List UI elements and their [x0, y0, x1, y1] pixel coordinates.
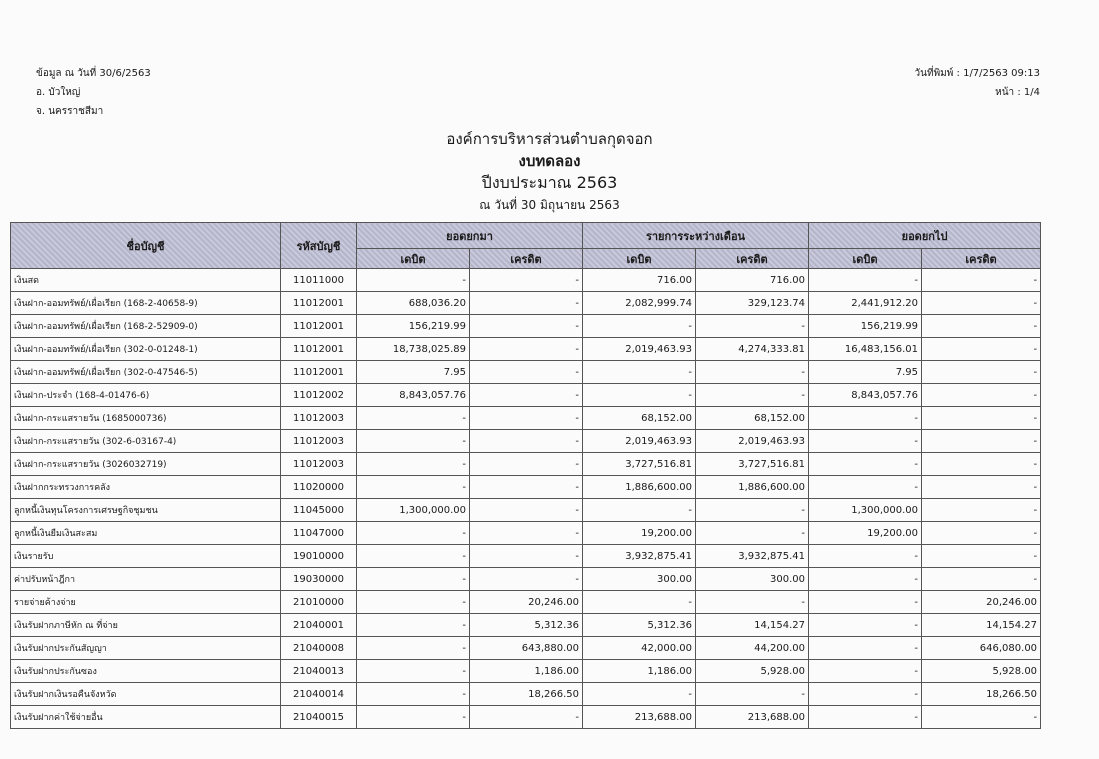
cell-bf-debit: 1,300,000.00 [357, 499, 470, 522]
cell-account-name: เงินรับฝากประกันสัญญา [11, 637, 281, 660]
cell-account-code: 21040014 [281, 683, 357, 706]
cell-cf-credit: 18,266.50 [922, 683, 1041, 706]
cell-bf-credit: - [470, 315, 583, 338]
cell-bf-credit: 643,880.00 [470, 637, 583, 660]
cell-month-debit: - [583, 591, 696, 614]
table-row [11, 660, 1041, 683]
cell-cf-debit: - [809, 545, 922, 568]
cell-bf-credit: - [470, 522, 583, 545]
district: อ. บัวใหญ่ [36, 87, 81, 98]
table-row [11, 384, 1041, 407]
table-row [11, 269, 1041, 292]
cell-month-debit: 68,152.00 [583, 407, 696, 430]
province: จ. นครราชสีมา [36, 106, 104, 117]
cell-account-name: เงินฝาก-ออมทรัพย์/เผื่อเรียก (302-0-47546-5) [11, 361, 281, 384]
cell-account-code: 21040008 [281, 637, 357, 660]
cell-month-debit: 2,082,999.74 [583, 292, 696, 315]
cell-cf-debit: 2,441,912.20 [809, 292, 922, 315]
cell-bf-debit: - [357, 591, 470, 614]
cell-account-name: เงินฝาก-กระแสรายวัน (1685000736) [11, 407, 281, 430]
cell-bf-debit: 7.95 [357, 361, 470, 384]
cell-cf-credit: - [922, 568, 1041, 591]
cell-bf-debit: - [357, 637, 470, 660]
cell-bf-credit: - [470, 407, 583, 430]
cell-cf-debit: 8,843,057.76 [809, 384, 922, 407]
cell-account-code: 11012002 [281, 384, 357, 407]
cell-cf-debit: - [809, 476, 922, 499]
cell-bf-debit: - [357, 522, 470, 545]
cell-bf-debit: 156,219.99 [357, 315, 470, 338]
cell-month-credit: 329,123.74 [696, 292, 809, 315]
cell-bf-debit: - [357, 568, 470, 591]
cell-account-code: 11012001 [281, 338, 357, 361]
cell-bf-debit: 8,843,057.76 [357, 384, 470, 407]
col-cf-debit: เดบิต [809, 249, 922, 269]
cell-account-name: เงินรับฝากภาษีหัก ณ ที่จ่าย [11, 614, 281, 637]
table-row [11, 499, 1041, 522]
cell-month-debit: 1,886,600.00 [583, 476, 696, 499]
cell-bf-credit: - [470, 706, 583, 729]
cell-cf-debit: - [809, 706, 922, 729]
cell-account-code: 11012003 [281, 453, 357, 476]
cell-bf-debit: - [357, 706, 470, 729]
cell-account-code: 11012003 [281, 407, 357, 430]
cell-cf-debit: - [809, 591, 922, 614]
cell-cf-debit: - [809, 614, 922, 637]
table-row [11, 361, 1041, 384]
cell-cf-debit: - [809, 637, 922, 660]
cell-month-debit: 300.00 [583, 568, 696, 591]
cell-account-name: เงินฝากกระทรวงการคลัง [11, 476, 281, 499]
cell-account-name: เงินฝาก-ประจำ (168-4-01476-6) [11, 384, 281, 407]
table-row [11, 637, 1041, 660]
cell-account-code: 21040001 [281, 614, 357, 637]
cell-account-name: ค่าปรับหน้าฎีกา [11, 568, 281, 591]
cell-bf-credit: - [470, 499, 583, 522]
table-row [11, 292, 1041, 315]
cell-cf-debit: - [809, 660, 922, 683]
cell-month-debit: 3,932,875.41 [583, 545, 696, 568]
cell-month-debit: 716.00 [583, 269, 696, 292]
cell-account-code: 19010000 [281, 545, 357, 568]
cell-month-debit: 2,019,463.93 [583, 338, 696, 361]
col-brought-forward: ยอดยกมา [357, 223, 583, 249]
cell-cf-credit: - [922, 384, 1041, 407]
cell-bf-credit: - [470, 338, 583, 361]
cell-cf-debit: - [809, 430, 922, 453]
cell-account-code: 11012001 [281, 315, 357, 338]
cell-month-debit: 5,312.36 [583, 614, 696, 637]
cell-account-code: 21040015 [281, 706, 357, 729]
cell-account-name: เงินรับฝากเงินรอคืนจังหวัด [11, 683, 281, 706]
cell-account-code: 11045000 [281, 499, 357, 522]
cell-cf-debit: - [809, 568, 922, 591]
cell-month-credit: - [696, 522, 809, 545]
cell-cf-credit: - [922, 269, 1041, 292]
cell-account-name: ลูกหนี้เงินทุนโครงการเศรษฐกิจชุมชน [11, 499, 281, 522]
cell-cf-debit: - [809, 683, 922, 706]
cell-cf-credit: - [922, 453, 1041, 476]
col-carried-forward: ยอดยกไป [809, 223, 1041, 249]
cell-month-credit: 3,727,516.81 [696, 453, 809, 476]
cell-cf-debit: - [809, 407, 922, 430]
fiscal-year: ปีงบประมาณ 2563 [481, 173, 618, 192]
cell-month-credit: - [696, 384, 809, 407]
table-row [11, 476, 1041, 499]
cell-cf-debit: 1,300,000.00 [809, 499, 922, 522]
cell-bf-debit: - [357, 430, 470, 453]
col-month-debit: เดบิต [583, 249, 696, 269]
cell-account-name: เงินฝาก-ออมทรัพย์/เผื่อเรียก (168-2-40658-9) [11, 292, 281, 315]
cell-bf-credit: - [470, 476, 583, 499]
cell-month-credit: - [696, 361, 809, 384]
table-row [11, 706, 1041, 729]
table-row [11, 522, 1041, 545]
cell-month-credit: 1,886,600.00 [696, 476, 809, 499]
cell-cf-credit: - [922, 476, 1041, 499]
table-row [11, 545, 1041, 568]
cell-cf-debit: 7.95 [809, 361, 922, 384]
cell-account-name: เงินฝาก-กระแสรายวัน (302-6-03167-4) [11, 430, 281, 453]
cell-account-name: เงินรับฝากประกันซอง [11, 660, 281, 683]
cell-cf-credit: - [922, 430, 1041, 453]
cell-bf-credit: - [470, 384, 583, 407]
cell-bf-credit: 5,312.36 [470, 614, 583, 637]
cell-account-name: เงินฝาก-ออมทรัพย์/เผื่อเรียก (168-2-52909-0) [11, 315, 281, 338]
title-block [0, 128, 1099, 216]
cell-month-credit: 2,019,463.93 [696, 430, 809, 453]
col-account-name: ชื่อบัญชี [11, 223, 281, 269]
cell-bf-credit: - [470, 568, 583, 591]
table-row [11, 683, 1041, 706]
cell-bf-credit: 18,266.50 [470, 683, 583, 706]
cell-cf-debit: 156,219.99 [809, 315, 922, 338]
cell-month-credit: 5,928.00 [696, 660, 809, 683]
cell-cf-credit: - [922, 361, 1041, 384]
cell-account-code: 11012001 [281, 292, 357, 315]
cell-account-name: เงินรายรับ [11, 545, 281, 568]
cell-bf-credit: - [470, 269, 583, 292]
cell-month-debit: 1,186.00 [583, 660, 696, 683]
cell-account-code: 21040013 [281, 660, 357, 683]
cell-bf-debit: 688,036.20 [357, 292, 470, 315]
cell-month-credit: 213,688.00 [696, 706, 809, 729]
cell-month-debit: 42,000.00 [583, 637, 696, 660]
cell-account-code: 11011000 [281, 269, 357, 292]
report-meta-left [36, 64, 151, 121]
cell-month-credit: 3,932,875.41 [696, 545, 809, 568]
cell-month-debit: 2,019,463.93 [583, 430, 696, 453]
cell-cf-credit: - [922, 499, 1041, 522]
cell-bf-credit: - [470, 545, 583, 568]
cell-month-debit: - [583, 361, 696, 384]
cell-cf-debit: - [809, 453, 922, 476]
cell-account-code: 19030000 [281, 568, 357, 591]
cell-bf-debit: 18,738,025.89 [357, 338, 470, 361]
cell-account-name: เงินรับฝากค่าใช้จ่ายอื่น [11, 706, 281, 729]
table-row [11, 315, 1041, 338]
cell-bf-debit: - [357, 545, 470, 568]
cell-account-code: 11020000 [281, 476, 357, 499]
cell-bf-credit: 1,186.00 [470, 660, 583, 683]
cell-month-debit: - [583, 683, 696, 706]
page-number: หน้า : 1/4 [995, 87, 1040, 98]
cell-cf-credit: - [922, 407, 1041, 430]
table-row [11, 614, 1041, 637]
cell-cf-debit: 19,200.00 [809, 522, 922, 545]
cell-cf-credit: 14,154.27 [922, 614, 1041, 637]
cell-cf-credit: - [922, 522, 1041, 545]
cell-month-credit: - [696, 591, 809, 614]
col-month-credit: เครดิต [696, 249, 809, 269]
cell-account-name: ลูกหนี้เงินยืมเงินสะสม [11, 522, 281, 545]
report-title: งบทดลอง [518, 152, 581, 170]
cell-cf-credit: 646,080.00 [922, 637, 1041, 660]
print-date: วันที่พิมพ์ : 1/7/2563 09:13 [914, 68, 1040, 79]
cell-bf-debit: - [357, 407, 470, 430]
table-row [11, 568, 1041, 591]
table-row [11, 407, 1041, 430]
cell-month-debit: - [583, 499, 696, 522]
cell-bf-credit: - [470, 361, 583, 384]
cell-account-code: 11012003 [281, 430, 357, 453]
cell-month-credit: 44,200.00 [696, 637, 809, 660]
trial-balance-table [10, 222, 1041, 729]
cell-month-debit: - [583, 315, 696, 338]
cell-account-code: 21010000 [281, 591, 357, 614]
cell-bf-debit: - [357, 476, 470, 499]
cell-bf-credit: - [470, 292, 583, 315]
table-row [11, 453, 1041, 476]
cell-bf-credit: - [470, 453, 583, 476]
table-row [11, 591, 1041, 614]
table-row [11, 338, 1041, 361]
col-bf-credit: เครดิต [470, 249, 583, 269]
cell-bf-credit: 20,246.00 [470, 591, 583, 614]
data-as-of: ข้อมูล ณ วันที่ 30/6/2563 [36, 68, 151, 79]
cell-cf-credit: 20,246.00 [922, 591, 1041, 614]
cell-bf-debit: - [357, 269, 470, 292]
cell-month-debit: 3,727,516.81 [583, 453, 696, 476]
cell-cf-credit: - [922, 706, 1041, 729]
cell-month-debit: - [583, 384, 696, 407]
cell-account-name: เงินฝาก-ออมทรัพย์/เผื่อเรียก (302-0-01248-1) [11, 338, 281, 361]
col-account-code: รหัสบัญชี [281, 223, 357, 269]
cell-account-name: เงินฝาก-กระแสรายวัน (3026032719) [11, 453, 281, 476]
cell-cf-credit: - [922, 292, 1041, 315]
cell-cf-debit: - [809, 269, 922, 292]
cell-month-credit: 4,274,333.81 [696, 338, 809, 361]
cell-month-credit: 68,152.00 [696, 407, 809, 430]
cell-month-credit: - [696, 499, 809, 522]
cell-cf-credit: 5,928.00 [922, 660, 1041, 683]
cell-account-code: 11047000 [281, 522, 357, 545]
report-meta-right [915, 64, 1040, 102]
cell-month-debit: 19,200.00 [583, 522, 696, 545]
cell-cf-credit: - [922, 545, 1041, 568]
table-row [11, 430, 1041, 453]
cell-month-debit: 213,688.00 [583, 706, 696, 729]
cell-bf-credit: - [470, 430, 583, 453]
cell-account-name: เงินสด [11, 269, 281, 292]
col-during-month: รายการระหว่างเดือน [583, 223, 809, 249]
cell-cf-debit: 16,483,156.01 [809, 338, 922, 361]
cell-month-credit: - [696, 683, 809, 706]
cell-account-name: รายจ่ายค้างจ่าย [11, 591, 281, 614]
cell-bf-debit: - [357, 683, 470, 706]
cell-month-credit: 14,154.27 [696, 614, 809, 637]
cell-cf-credit: - [922, 315, 1041, 338]
cell-month-credit: 716.00 [696, 269, 809, 292]
cell-bf-debit: - [357, 614, 470, 637]
cell-cf-credit: - [922, 338, 1041, 361]
cell-month-credit: 300.00 [696, 568, 809, 591]
cell-account-code: 11012001 [281, 361, 357, 384]
col-cf-credit: เครดิต [922, 249, 1041, 269]
as-of-date: ณ วันที่ 30 มิถุนายน 2563 [479, 198, 620, 212]
col-bf-debit: เดบิต [357, 249, 470, 269]
cell-bf-debit: - [357, 453, 470, 476]
org-name: องค์การบริหารส่วนตำบลกุดจอก [446, 130, 653, 148]
cell-bf-debit: - [357, 660, 470, 683]
cell-month-credit: - [696, 315, 809, 338]
